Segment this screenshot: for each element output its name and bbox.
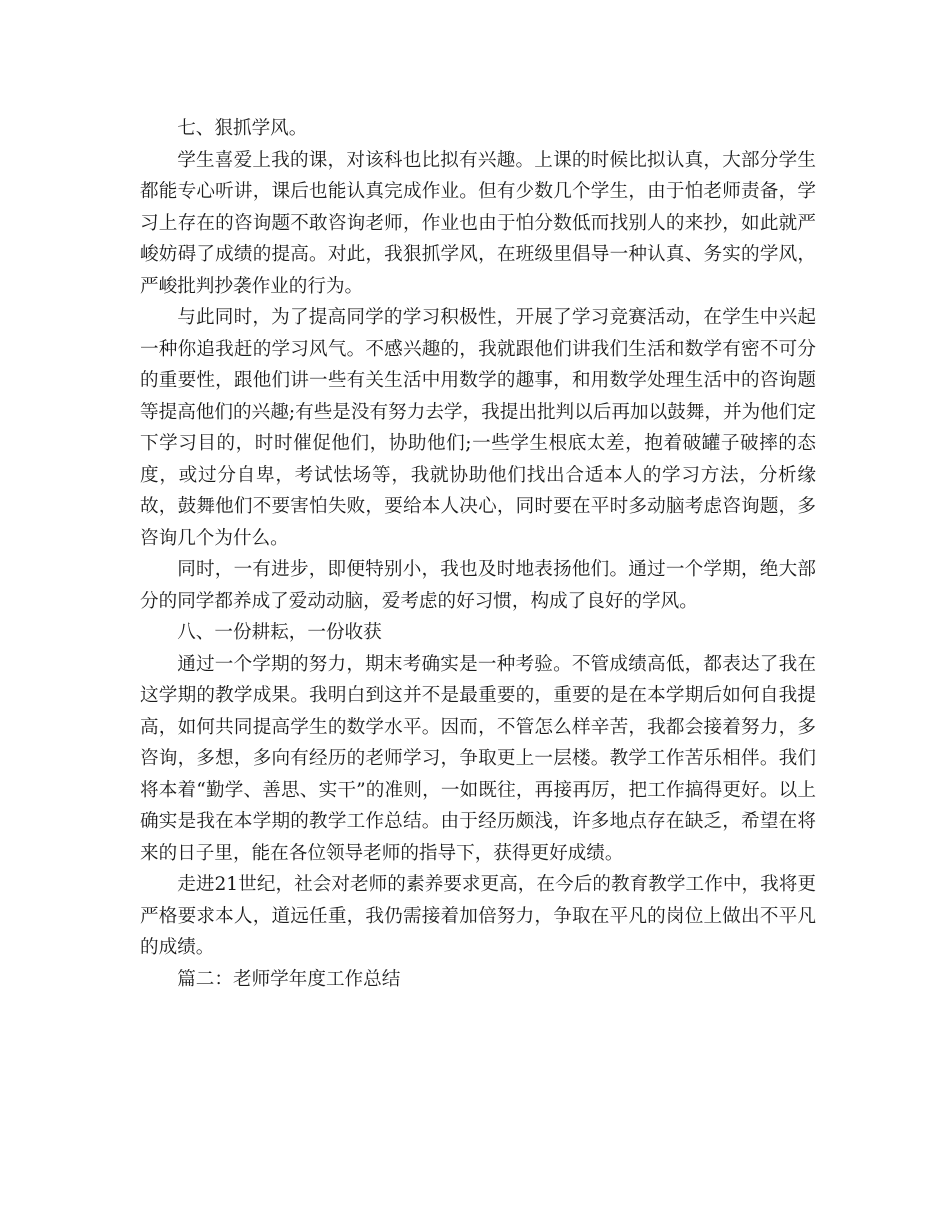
section-heading-seven: 七、狠抓学风。 — [177, 118, 308, 139]
paragraph: 同时，一有进步，即便特别小，我也及时地表扬他们。通过一个学期，绝大部分的同学都养成了爱动动脑，爱考虑的好习惯，构成了良好的学风。 — [140, 559, 816, 612]
part-two-heading: 篇二：老师学年度工作总结 — [177, 968, 401, 990]
paragraph: 学生喜爱上我的课，对该科也比拟有兴趣。上课的时候比拟认真，大部分学生都能专心听讲，课后也能认真完成作业。但有少数几个学生，由于怕老师责备，学习上存在的咨询题不敢咨询老师，作业也由于怕分数低而找别人的来抄，如此就严峻妨碍了成绩的提高。对此，我狠抓学风，在班级里倡导一种认真、务实的学风，严峻批判抄袭作业的行为。 — [140, 149, 816, 297]
paragraph: 通过一个学期的努力，期末考确实是一种考验。不管成绩高低，都表达了我在这学期的教学成果。我明白到这并不是最重要的，重要的是在本学期后如何自我提高，如何共同提高学生的数学水平。因而，不管怎么样辛苦，我都会接着努力，多咨询，多想，多向有经历的老师学习，争取更上一层楼。教学工作苦乐相伴。我们将本着“勤学、善思、实干”的准则，一如既往，再接再厉，把工作搞得更好。以上确实是我在本学期的教学工作总结。由于经历颇浅，许多地点存在缺乏，希望在将来的日子里，能在各位领导老师的指导下，获得更好成绩。 — [140, 653, 816, 864]
document-body — [140, 113, 816, 995]
section-heading-eight: 八、一份耕耘，一份收获 — [177, 622, 382, 643]
paragraph: 与此同时，为了提高同学的学习积极性，开展了学习竞赛活动，在学生中兴起一种你追我赶的学习风气。不感兴趣的，我就跟他们讲我们生活和数学有密不可分的重要性，跟他们讲一些有关生活中用数学的趣事，和用数学处理生活中的咨询题等提高他们的兴趣;有些是没有努力去学，我提出批判以后再加以鼓舞，并为他们定下学习目的，时时催促他们，协助他们;一些学生根底太差，抱着破罐子破摔的态度，或过分自卑，考试怯场等，我就协助他们找出合适本人的学习方法，分析缘故，鼓舞他们不要害怕失败，要给本人决心，同时要在平时多动脑考虑咨询题，多咨询几个为什么。 — [140, 307, 816, 549]
paragraph: 走进21世纪，社会对老师的素养要求更高，在今后的教育教学工作中，我将更严格要求本人，道远任重，我仍需接着加倍努力，争取在平凡的岗位上做出不平凡的成绩。 — [140, 874, 816, 958]
